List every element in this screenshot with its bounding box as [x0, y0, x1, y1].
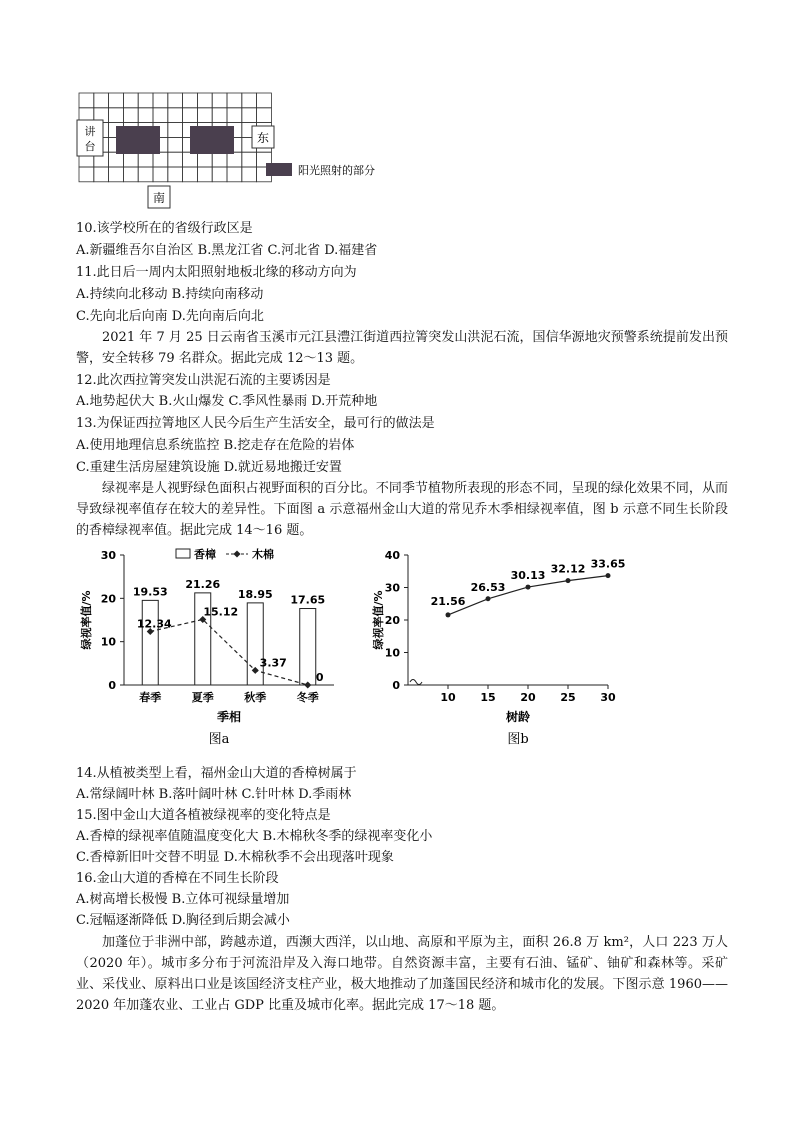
sunlit-area-left [116, 126, 160, 154]
passage-green-view-rate: 绿视率是人视野绿色面积占视野面积的百分比。不同季节植物所表现的形态不同，呈现的绿化效果不同，从而导致绿视率值存在较大的差异性。下面图 a 示意福州金山大道的常见乔木季相绿视率值，图 b 示意不同生长阶段的香樟绿视率值。据此完成 14～16 题。 [76, 481, 728, 538]
grid-cell [197, 108, 212, 123]
point-value-label: 12.34 [136, 617, 172, 631]
podium-label-bottom: 台 [84, 140, 96, 153]
question-11-options-c-d: C.先向北后向南 D.先向南后向北 [76, 309, 264, 324]
grid-cell [183, 152, 198, 167]
grid-cell [212, 93, 227, 108]
x-axis-label: 季相 [216, 710, 242, 724]
grid-cell [242, 152, 257, 167]
east-label: 东 [256, 131, 270, 145]
point-value-label: 15.12 [203, 605, 239, 619]
y-tick-label: 0 [392, 679, 400, 692]
x-tick-label: 20 [520, 691, 536, 704]
x-axis-label: 树龄 [505, 710, 531, 724]
grid-cell [168, 167, 183, 182]
grid-cell [109, 152, 124, 167]
category-label: 春季 [139, 691, 162, 704]
grid-cell [227, 93, 242, 108]
grid-cell [197, 167, 212, 182]
question-16-options-c-d: C.冠幅逐渐降低 D.胸径到后期会减小 [76, 913, 290, 928]
grid-cell [123, 108, 138, 123]
data-point [446, 612, 451, 617]
grid-cell [123, 93, 138, 108]
question-16: 16.金山大道的香樟在不同生长阶段 [76, 871, 279, 886]
grid-cell [242, 108, 257, 123]
question-15-options-a-b: A.香樟的绿视率值随温度变化大 B.木棉秋冬季的绿视率变化小 [76, 829, 433, 844]
x-tick-label: 15 [480, 691, 496, 704]
y-tick-label: 20 [384, 614, 400, 627]
grid-cell [94, 167, 109, 182]
y-tick-label: 10 [384, 646, 400, 660]
grid-cell [123, 152, 138, 167]
legend-line-label: 木棉 [252, 548, 274, 561]
grid-cell [242, 93, 257, 108]
question-12: 12.此次西拉箐突发山洪泥石流的主要诱因是 [76, 373, 331, 388]
grid-cell [227, 167, 242, 182]
grid-cell [212, 167, 227, 182]
grid-cell [79, 93, 94, 108]
floor-grid [79, 93, 271, 182]
grid-cell [168, 123, 183, 138]
question-16-options-a-b: A.树高增长极慢 B.立体可视绿量增加 [76, 892, 290, 907]
question-13-options-c-d: C.重建生活房屋建筑设施 D.就近易地搬迁安置 [76, 460, 342, 475]
grid-cell [212, 152, 227, 167]
passage-gabon: 加蓬位于非洲中部，跨越赤道，西濒大西洋，以山地、高原和平原为主，面积 26.8 万 km²，人口 223 万人（2020 年）。城市多分布于河流沿岸及入海口地带。自然资源丰富，主要有石油、锰矿、铀矿和森林等。采矿业、采伐业、原料出口业是该国经济支柱产业，极大地推动了加蓬国民经济和城市化的发展。下图示意 1960——2020 年加蓬农业、工业占 GDP 比重及城市化率。据此完成 17～18 题。 [76, 935, 728, 1013]
grid-cell [168, 137, 183, 152]
axis-break-mark [410, 680, 422, 685]
category-label: 秋季 [244, 691, 267, 704]
grid-cell [138, 108, 153, 123]
grid-cell [123, 167, 138, 182]
bar-value-label: 19.53 [132, 585, 168, 599]
legend-swatch [266, 163, 292, 176]
question-11-options-a-b: A.持续向北移动 B.持续向南移动 [76, 287, 264, 302]
grid-cell [183, 93, 198, 108]
grid-cell [212, 108, 227, 123]
question-14-options: A.常绿阔叶林 B.落叶阔叶林 C.针叶林 D.季雨林 [76, 787, 352, 802]
grid-cell [242, 167, 257, 182]
grid-cell [168, 93, 183, 108]
grid-cell [257, 108, 272, 123]
sunlit-area-right [190, 126, 234, 154]
grid-cell [138, 167, 153, 182]
question-15: 15.图中金山大道各植被绿视率的变化特点是 [76, 808, 331, 823]
x-tick-label: 10 [440, 691, 456, 704]
data-point [526, 585, 531, 590]
question-11: 11.此日后一周内太阳照射地板北缘的移动方向为 [76, 265, 357, 280]
question-14: 14.从植被类型上看，福州金山大道的香樟树属于 [76, 766, 357, 781]
data-point [566, 578, 571, 583]
grid-cell [109, 108, 124, 123]
y-tick-label: 30 [384, 581, 400, 595]
grid-cell [153, 152, 168, 167]
y-tick-label: 30 [100, 549, 116, 562]
data-point [486, 596, 491, 601]
data-value-label: 30.13 [510, 569, 546, 583]
bar-value-label: 17.65 [290, 593, 326, 607]
question-15-options-c-d: C.香樟新旧叶交替不明显 D.木棉秋季不会出现落叶现象 [76, 850, 394, 865]
category-label: 冬季 [296, 691, 319, 704]
legend-label: 阳光照射的部分 [298, 164, 375, 177]
y-tick-label: 20 [100, 592, 116, 606]
category-label: 夏季 [191, 691, 214, 704]
x-tick-label: 25 [560, 691, 576, 704]
legend-line-marker [233, 550, 240, 557]
y-tick-label: 0 [108, 679, 116, 692]
grid-cell [109, 167, 124, 182]
south-label: 南 [152, 191, 166, 205]
legend-bar-label: 香樟 [194, 548, 216, 561]
y-tick-label: 10 [100, 635, 116, 649]
data-point [606, 573, 611, 578]
question-13: 13.为保证西拉箐地区人民今后生产生活安全，最可行的做法是 [76, 416, 435, 431]
bar-xiangzhang [300, 609, 316, 685]
figure-caption: 图b [507, 732, 529, 747]
grid-cell [197, 93, 212, 108]
grid-cell [153, 93, 168, 108]
grid-cell [109, 93, 124, 108]
passage-mudslide: 2021 年 7 月 25 日云南省玉溪市元江县澧江街道西拉箐突发山洪泥石流，国信华源地灾预警系统提前发出预警，安全转移 79 名群众。据此完成 12～13 题。 [76, 330, 728, 366]
bar-value-label: 21.26 [185, 577, 221, 591]
bar-value-label: 18.95 [237, 587, 273, 601]
chart-a-seasonal-green-rate [76, 545, 376, 750]
y-axis-label: 绿视率值/% [80, 590, 93, 650]
y-tick-label: 40 [384, 549, 400, 562]
point-value-label: 0 [315, 671, 324, 684]
chart-b-tree-age-green-rate [370, 545, 630, 750]
question-12-options: A.地势起伏大 B.火山爆发 C.季风性暴雨 D.开荒种地 [76, 394, 378, 409]
grid-cell [153, 108, 168, 123]
question-10-options: A.新疆维吾尔自治区 B.黑龙江省 C.河北省 D.福建省 [76, 243, 378, 258]
grid-cell [227, 152, 242, 167]
data-value-label: 32.12 [550, 562, 586, 576]
grid-cell [227, 108, 242, 123]
question-13-options-a-b: A.使用地理信息系统监控 B.挖走存在危险的岩体 [76, 438, 355, 453]
grid-cell [183, 108, 198, 123]
grid-cell [168, 108, 183, 123]
point-value-label: 3.37 [259, 656, 287, 670]
data-value-label: 33.65 [590, 557, 626, 571]
grid-cell [183, 167, 198, 182]
grid-cell [79, 167, 94, 182]
grid-cell [94, 93, 109, 108]
bar-xiangzhang [142, 600, 158, 685]
figure-caption: 图a [208, 732, 230, 747]
grid-cell [138, 152, 153, 167]
legend-bar-swatch [176, 549, 190, 558]
grid-cell [153, 167, 168, 182]
grid-cell [168, 152, 183, 167]
podium-label-top: 讲 [84, 125, 96, 138]
data-value-label: 26.53 [470, 580, 506, 594]
grid-cell [257, 93, 272, 108]
y-axis-label: 绿视率值/% [372, 590, 385, 650]
classroom-grid-figure [76, 90, 406, 215]
x-tick-label: 30 [600, 691, 616, 704]
question-10: 10.该学校所在的省级行政区是 [76, 221, 253, 236]
line-mumian [150, 619, 308, 685]
data-value-label: 21.56 [430, 594, 466, 608]
grid-cell [138, 93, 153, 108]
grid-cell [197, 152, 212, 167]
